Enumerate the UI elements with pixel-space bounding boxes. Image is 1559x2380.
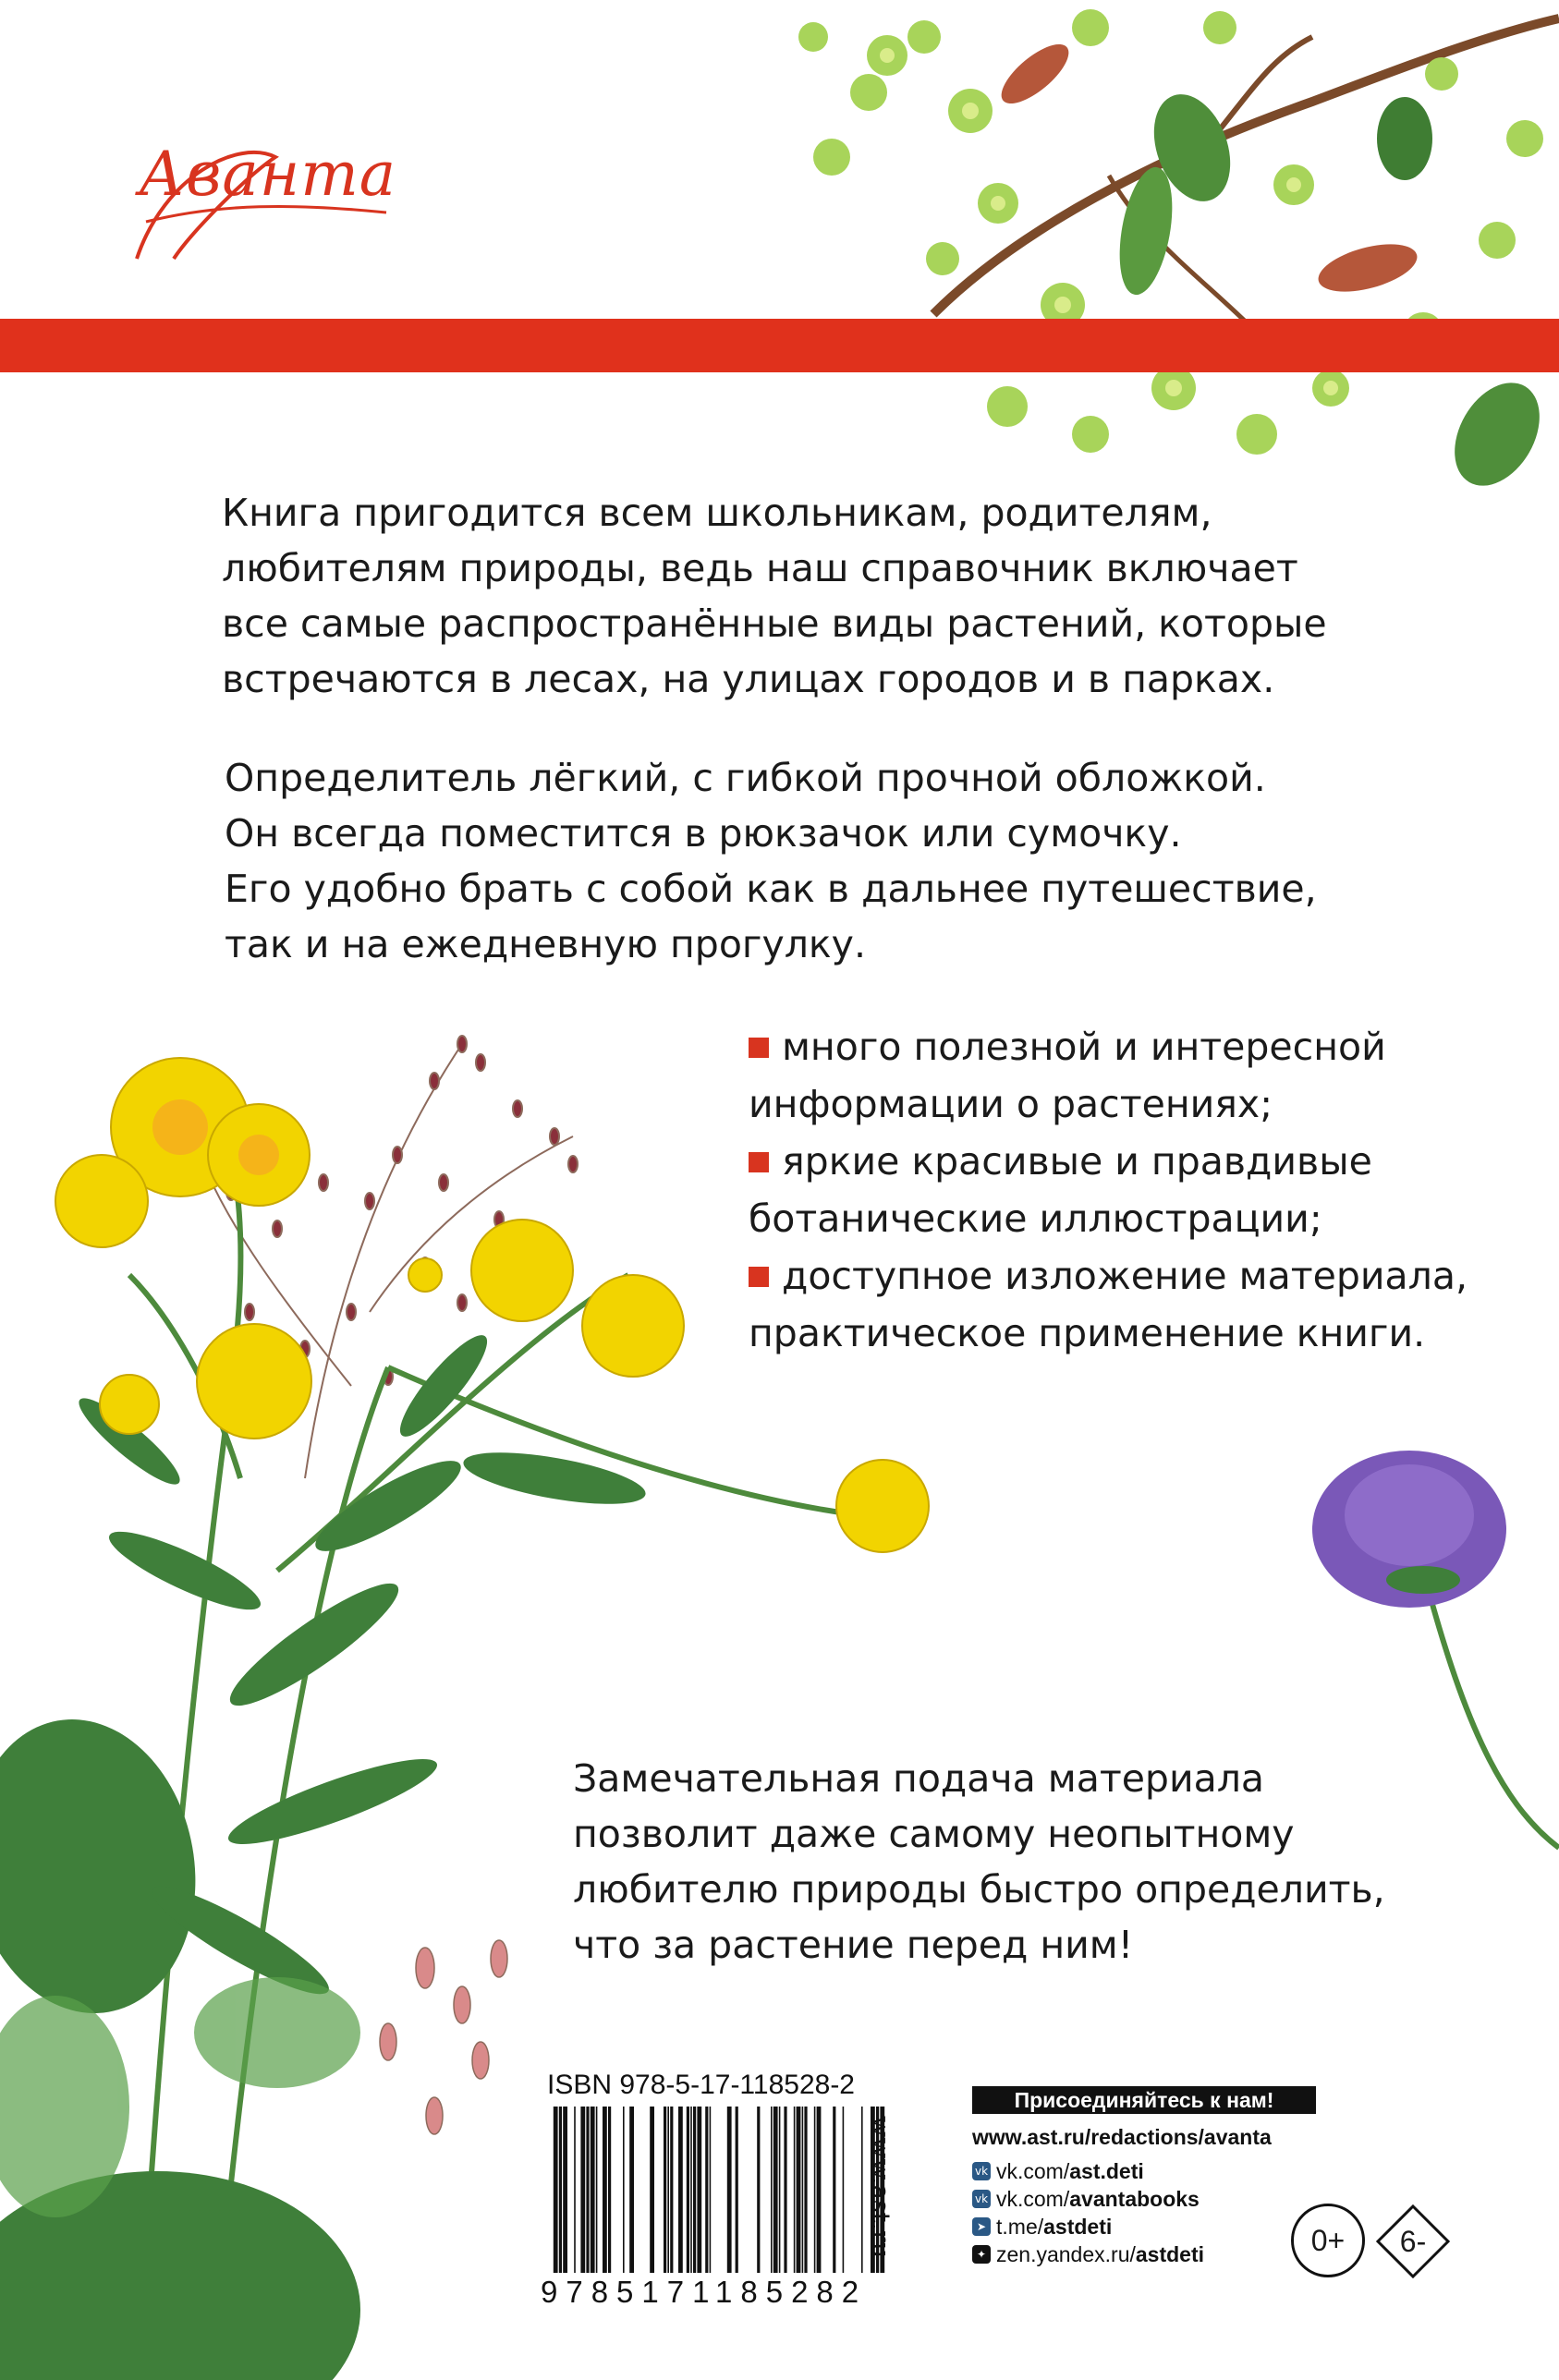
benefit-item [749, 1133, 1506, 1190]
benefit-item [749, 1018, 1506, 1075]
features-line: Он всегда поместится в рюкзачок или сумочку. [225, 811, 1182, 856]
barcode-bar [591, 2107, 595, 2273]
social-link-vk-avantabooks[interactable] [972, 2185, 1204, 2213]
maple-branch-illustration [798, 9, 1559, 501]
closing-paragraph [573, 1751, 1534, 1973]
logo-text: Аванта [139, 139, 397, 210]
barcode-bar [861, 2107, 863, 2273]
features-paragraph [225, 750, 1491, 972]
barcode-bar [843, 2107, 845, 2273]
barcode-bar [705, 2107, 708, 2273]
features-line: Его удобно брать с собой как в дальнее путешествие, [225, 867, 1317, 911]
intro-line: Книга пригодится всем школьникам, родителям, [222, 491, 1212, 535]
intro-line: все самые распространённые виды растений, которые [222, 601, 1327, 646]
barcode-bar [710, 2107, 712, 2273]
age-rating-diamond [1375, 2204, 1451, 2279]
website-link[interactable]: www.ast.ru/redactions/avanta [972, 2125, 1272, 2149]
link-prefix: vk.com/ [996, 2187, 1070, 2211]
intro-line: любителям природы, ведь наш справочник включает [222, 546, 1298, 590]
barcode-bar [784, 2107, 786, 2273]
barcode-bar [794, 2107, 796, 2273]
benefit-item-continuation: информации о растениях; [749, 1082, 1273, 1126]
barcode-bar [580, 2107, 585, 2273]
barcode [547, 2107, 889, 2273]
barcode-bar [757, 2107, 760, 2273]
barcode-bar [802, 2107, 804, 2273]
benefit-text: яркие красивые и правдивые [782, 1139, 1372, 1184]
bullet-square-icon [749, 1267, 769, 1287]
closing-line: что за растение перед ним! [573, 1923, 1134, 1967]
barcode-bar [814, 2107, 816, 2273]
barcode-bar [693, 2107, 696, 2273]
barcode-bar [608, 2107, 611, 2273]
link-prefix: t.me/ [996, 2215, 1044, 2239]
website-vertical: www.ast.ru [866, 2116, 895, 2259]
barcode-bar [670, 2107, 673, 2273]
social-link-zen[interactable] [972, 2240, 1204, 2268]
barcode-bar [563, 2107, 567, 2273]
barcode-bar [690, 2107, 692, 2273]
barcode-bar [574, 2107, 576, 2273]
age-rating-circle: 0+ [1291, 2204, 1365, 2277]
barcode-bar [629, 2107, 634, 2273]
barcode-bar [559, 2107, 562, 2273]
red-stripe [0, 319, 1559, 372]
barcode-bar [664, 2107, 666, 2273]
link-prefix: vk.com/ [996, 2159, 1070, 2183]
barcode-bar [586, 2107, 589, 2273]
link-handle: astdeti [1135, 2242, 1205, 2266]
social-link-telegram[interactable] [972, 2213, 1204, 2240]
intro-line: встречаются в лесах, на улицах городов и в парках. [222, 657, 1275, 701]
link-handle: avantabooks [1069, 2187, 1200, 2211]
vk-icon: vk [972, 2162, 991, 2180]
benefit-item-continuation: практическое применение книги. [749, 1311, 1426, 1355]
barcode-bar [697, 2107, 701, 2273]
barcode-bar [771, 2107, 773, 2273]
barcode-bar [687, 2107, 689, 2273]
age-rating-text: 6- [1399, 2225, 1427, 2258]
link-handle: ast.deti [1069, 2159, 1144, 2183]
barcode-bar [833, 2107, 835, 2273]
benefit-text: много полезной и интересной [782, 1025, 1386, 1069]
features-line: Определитель лёгкий, с гибкой прочной обложкой. [225, 756, 1266, 800]
barcode-bar [779, 2107, 781, 2273]
barcode-bar [596, 2107, 598, 2273]
barcode-bar [623, 2107, 625, 2273]
isbn-text: ISBN 978-5-17-118528-2 [547, 2070, 855, 2100]
closing-line: позволит даже самому неопытному [573, 1812, 1295, 1856]
barcode-bar [727, 2107, 732, 2273]
barcode-bar [817, 2107, 822, 2273]
link-prefix: zen.yandex.ru/ [996, 2242, 1136, 2266]
social-links [972, 2157, 1204, 2268]
barcode-digits: 9785171185282 [541, 2275, 868, 2309]
zen-icon: ✦ [972, 2245, 991, 2264]
vk-icon: vk [972, 2190, 991, 2208]
barcode-bar [797, 2107, 801, 2273]
barcode-bar [603, 2107, 607, 2273]
barcode-bar [554, 2107, 558, 2273]
benefit-text: доступное изложение материала, [782, 1254, 1468, 1298]
bullet-square-icon [749, 1152, 769, 1172]
join-us-banner: Присоединяйтесь к нам! [972, 2086, 1316, 2114]
benefit-item [749, 1247, 1506, 1305]
telegram-icon: ➤ [972, 2217, 991, 2236]
barcode-bar [667, 2107, 669, 2273]
social-link-vk-astdeti[interactable] [972, 2157, 1204, 2185]
barcode-bar [736, 2107, 738, 2273]
intro-paragraph [222, 485, 1488, 707]
barcode-bar [678, 2107, 683, 2273]
bullet-square-icon [749, 1038, 769, 1058]
link-handle: astdeti [1043, 2215, 1113, 2239]
barcode-bar [773, 2107, 778, 2273]
barcode-bar [650, 2107, 654, 2273]
barcode-bar [804, 2107, 807, 2273]
closing-line: любителю природы быстро определить, [573, 1867, 1385, 1912]
benefit-item-continuation: ботанические иллюстрации; [749, 1196, 1322, 1241]
benefits-list [749, 1018, 1506, 1362]
closing-line: Замечательная подача материала [573, 1756, 1265, 1801]
features-line: так и на ежедневную прогулку. [225, 922, 866, 966]
